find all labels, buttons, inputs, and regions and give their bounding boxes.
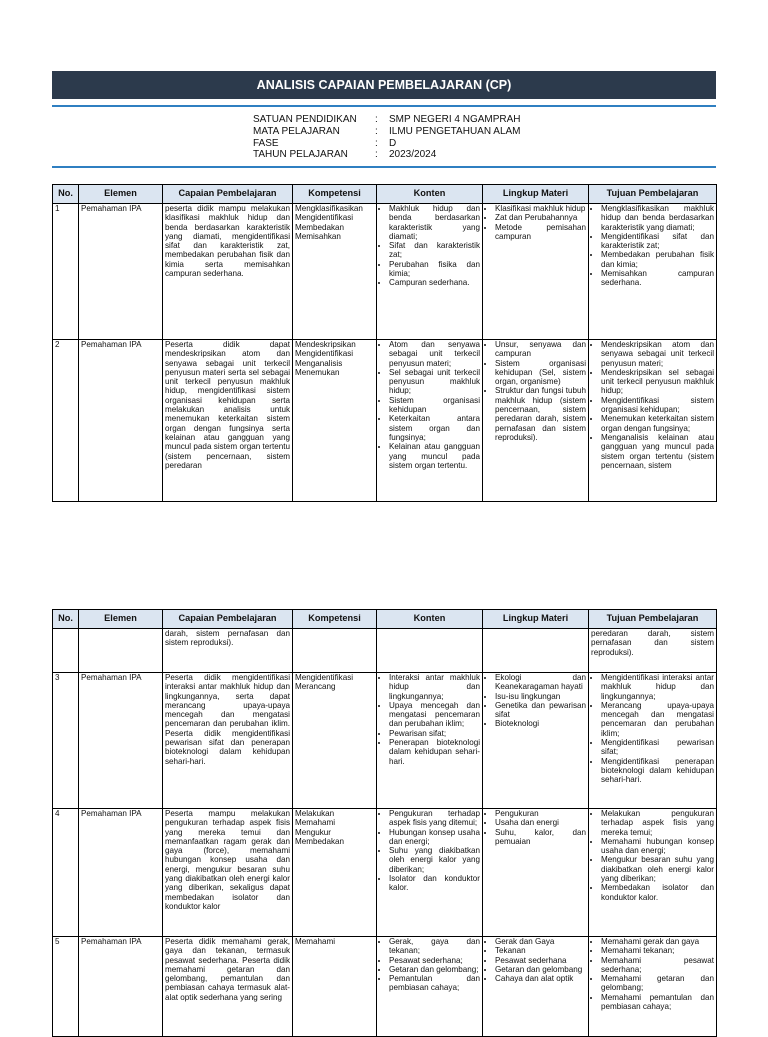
cell-elemen — [79, 629, 163, 673]
column-header: Lingkup Materi — [483, 610, 589, 629]
konten-item: • Upaya mencegah dan mengatasi pencemaran dan perubahan iklim; — [389, 701, 480, 729]
cell-no: 3 — [53, 673, 79, 809]
cell-tujuan: peredaran darah, sistem pernafasan dan sistem reproduksi). — [589, 629, 717, 673]
konten-item: • Gerak, gaya dan tekanan; — [389, 937, 480, 956]
table-row — [53, 673, 717, 809]
lingkup-item: • Getaran dan gelombang — [495, 965, 586, 974]
lingkup-list — [485, 340, 586, 442]
lingkup-item: • Unsur, senyawa dan campuran — [495, 340, 586, 359]
info-label: TAHUN PELAJARAN — [253, 149, 348, 161]
tujuan-item: • Mengidentifikasi sifat dan karakteristik zat; — [601, 232, 714, 251]
cell-capaian: Peserta didik dapat mendeskripsikan atom dan senyawa sebagai unit terkecil penyusun materi serta sel sebagai unit terkecil penyusun makhluk hidup, mengidentifikasi sistem organisasi kehidupan serta melakukan analisis untuk menemukan keterkaitan sistem organ dengan fungsinya serta kelainan atau gangguan yang muncul pada sistem organ tertentu (sistem pencernaan, sistem peredaran — [163, 340, 293, 502]
kompetensi-item: Membedakan — [295, 222, 345, 232]
info-value: D — [389, 137, 397, 149]
tujuan-item: • Membedakan isolator dan konduktor kalor. — [601, 883, 714, 902]
kompetensi-item: Menemukan — [295, 367, 340, 377]
school-info — [253, 114, 521, 161]
tujuan-list — [591, 673, 714, 785]
info-row — [253, 138, 521, 150]
kompetensi-item: Mengklasifikasikan — [295, 204, 363, 213]
lingkup-item: • Struktur dan fungsi tubuh makhluk hidup (sistem pencernaan, sistem peredaran darah, sistem pernafasan dan sistem reproduksi). — [495, 386, 586, 442]
kompetensi-item: Merancang — [295, 682, 336, 692]
lingkup-item: • Isu-isu lingkungan — [495, 692, 586, 701]
info-row — [253, 126, 521, 138]
konten-list — [379, 340, 480, 470]
tujuan-list — [591, 204, 714, 288]
tujuan-item: • Merancang upaya-upaya mencegah dan mengatasi pencemaran dan perubahan iklim; — [601, 701, 714, 738]
info-value: SMP NEGERI 4 NGAMPRAH — [389, 114, 521, 125]
cell-no: 5 — [53, 937, 79, 1037]
tujuan-item: • Memahami gerak dan gaya — [601, 937, 714, 946]
cell-konten — [377, 809, 483, 937]
info-value: 2023/2024 — [389, 149, 437, 161]
konten-item: • Atom dan senyawa sebagai unit terkecil penyusun materi; — [389, 340, 480, 368]
lingkup-item: • Suhu, kalor, dan pemuaian — [495, 828, 586, 847]
tujuan-list — [591, 340, 714, 470]
cell-konten — [377, 673, 483, 809]
konten-item: • Interaksi antar makhluk hidup dan lingkungannya; — [389, 673, 480, 701]
konten-item: • Keterkaitan antara sistem organ dan fungsinya; — [389, 414, 480, 442]
tujuan-item: • Menganalisis kelainan atau gangguan yang muncul pada sistem organ tertentu (sistem pencernaan, sistem — [601, 433, 714, 470]
cell-tujuan — [589, 204, 717, 340]
column-header: Capaian Pembelajaran — [163, 185, 293, 204]
cell-capaian: peserta didik mampu melakukan klasifikasi makhluk hidup dan benda berdasarkan karakteristik yang diamati, mengidentifikasi sifat dan karakteristik zat, membedakan perubahan fisik dan kimia serta memisahkan campuran sederhana. — [163, 204, 293, 340]
lingkup-list — [485, 204, 586, 241]
table-row — [53, 937, 717, 1037]
divider-top — [52, 105, 716, 107]
lingkup-item: • Metode pemisahan campuran — [495, 223, 586, 242]
lingkup-list — [485, 673, 586, 729]
tujuan-item: • Memisahkan campuran sederhana. — [601, 269, 714, 288]
konten-list — [379, 673, 480, 766]
cell-kompetensi — [293, 673, 377, 809]
konten-item: • Pewarisan sifat; — [389, 729, 480, 738]
cell-elemen: Pemahaman IPA — [79, 937, 163, 1037]
table-header-row — [53, 185, 717, 204]
lingkup-item: • Bioteknologi — [495, 719, 586, 728]
column-header: Elemen — [79, 185, 163, 204]
info-colon: : — [375, 149, 378, 161]
cell-tujuan — [589, 809, 717, 937]
column-header: Konten — [377, 610, 483, 629]
konten-item: • Getaran dan gelombang; — [389, 965, 480, 974]
table-row — [53, 340, 717, 502]
column-header: No. — [53, 610, 79, 629]
info-label: FASE — [253, 137, 279, 149]
info-row — [253, 114, 521, 126]
tujuan-item: • Memahami hubungan konsep usaha dan energi; — [601, 837, 714, 856]
cell-elemen: Pemahaman IPA — [79, 340, 163, 502]
lingkup-item: • Genetika dan pewarisan sifat — [495, 701, 586, 720]
cell-lingkup — [483, 204, 589, 340]
info-colon: : — [375, 137, 378, 149]
cell-konten — [377, 937, 483, 1037]
lingkup-item: • Pengukuran — [495, 809, 586, 818]
kompetensi-item: Membedakan — [295, 836, 345, 846]
konten-item: • Penerapan bioteknologi dalam kehidupan sehari-hari. — [389, 738, 480, 766]
cell-capaian: darah, sistem pernafasan dan sistem reproduksi). — [163, 629, 293, 673]
cell-kompetensi — [293, 629, 377, 673]
column-header: No. — [53, 185, 79, 204]
konten-item: • Pesawat sederhana; — [389, 956, 480, 965]
konten-item: • Kelainan atau gangguan yang muncul pada sistem organ tertentu. — [389, 442, 480, 470]
cell-konten — [377, 340, 483, 502]
cell-capaian: Peserta didik memahami gerak, gaya dan tekanan, termasuk pesawat sederhana. Peserta didik memahami getaran dan gelombang, pemantulan dan pembiasan cahaya termasuk alat-alat optik sederhana yang sering — [163, 937, 293, 1037]
column-header: Capaian Pembelajaran — [163, 610, 293, 629]
tujuan-item: • Mendeskripsikan atom dan senyawa sebagai unit terkecil penyusun materi; — [601, 340, 714, 368]
info-colon: : — [375, 125, 378, 137]
kompetensi-item: Memahami — [295, 937, 336, 946]
lingkup-item: • Sistem organisasi kehidupan (Sel, sistem organ, organisme) — [495, 359, 586, 387]
cell-kompetensi — [293, 809, 377, 937]
cell-konten — [377, 629, 483, 673]
cell-lingkup — [483, 809, 589, 937]
lingkup-list — [485, 937, 586, 983]
cell-capaian: Peserta mampu melakukan pengukuran terhadap aspek fisis yang mereka temui dan memanfaatkan ragam gerak dan gaya (force), memahami hubungan konsep usaha dan energi, mengukur besaran suhu yang diakibatkan oleh energi kalor yang diberikan, sekaligus dapat membedakan isolator dan konduktor kalor — [163, 809, 293, 937]
konten-item: • Pemantulan dan pembiasan cahaya; — [389, 974, 480, 993]
lingkup-item: • Ekologi dan Keanekaragaman hayati — [495, 673, 586, 692]
kompetensi-item: Mengidentifikasi — [295, 349, 354, 359]
tujuan-item: • Mengukur besaran suhu yang diakibatkan oleh energi kalor yang diberikan; — [601, 855, 714, 883]
info-label: MATA PELAJARAN — [253, 125, 340, 137]
konten-list — [379, 204, 480, 288]
tujuan-item: • Membedakan perubahan fisik dan kimia; — [601, 250, 714, 269]
tujuan-list — [591, 809, 714, 902]
cell-lingkup — [483, 937, 589, 1037]
column-header: Kompetensi — [293, 610, 377, 629]
tujuan-item: • Mengklasifikasikan makhluk hidup dan benda berdasarkan karakteristik yang diamati; — [601, 204, 714, 232]
cell-kompetensi — [293, 204, 377, 340]
tujuan-item: • Menemukan keterkaitan sistem organ dengan fungsinya; — [601, 414, 714, 433]
table-row — [53, 629, 717, 673]
column-header: Tujuan Pembelajaran — [589, 610, 717, 629]
cell-elemen: Pemahaman IPA — [79, 204, 163, 340]
konten-item: • Campuran sederhana. — [389, 278, 480, 287]
cell-konten — [377, 204, 483, 340]
konten-item: • Pengukuran terhadap aspek fisis yang ditemui; — [389, 809, 480, 828]
column-header: Konten — [377, 185, 483, 204]
divider-bottom — [52, 166, 716, 168]
kompetensi-item: Memisahkan — [295, 231, 341, 241]
info-value: ILMU PENGETAHUAN ALAM — [389, 125, 521, 137]
kompetensi-item: Menganalisis — [295, 358, 343, 368]
cell-elemen: Pemahaman IPA — [79, 673, 163, 809]
cell-tujuan — [589, 673, 717, 809]
konten-item: • Suhu yang diakibatkan oleh energi kalor yang diberikan; — [389, 846, 480, 874]
lingkup-item: • Gerak dan Gaya — [495, 937, 586, 946]
tujuan-item: • Memahami pemantulan dan pembiasan cahaya; — [601, 993, 714, 1012]
tujuan-item: • Mendeskripsikan sel sebagai unit terkecil penyusun makhluk hidup; — [601, 368, 714, 396]
column-header: Lingkup Materi — [483, 185, 589, 204]
lingkup-item: • Tekanan — [495, 946, 586, 955]
kompetensi-item: Memahami — [295, 818, 336, 828]
cell-capaian: Peserta didik mengidentifikasi interaksi antar makhluk hidup dan lingkungannya, serta dapat merancang upaya-upaya mencegah dan mengatasi pencemaran dan perubahan iklim. Peserta didik mengidentifikasi pewarisan sifat dan penerapan bioteknologi dalam kehidupan sehari-hari. — [163, 673, 293, 809]
info-row — [253, 149, 521, 161]
konten-list — [379, 937, 480, 993]
cp-table-1 — [52, 184, 717, 502]
cell-lingkup — [483, 629, 589, 673]
cell-no: 2 — [53, 340, 79, 502]
kompetensi-item: Mengidentifikasi — [295, 673, 354, 682]
tujuan-item: • Mengidentifikasi pewarisan sifat; — [601, 738, 714, 757]
konten-item: • Makhluk hidup dan benda berdasarkan karakteristik yang diamati; — [389, 204, 480, 241]
konten-list — [379, 809, 480, 893]
cell-lingkup — [483, 340, 589, 502]
konten-item: • Isolator dan konduktor kalor. — [389, 874, 480, 893]
cell-tujuan — [589, 340, 717, 502]
column-header: Kompetensi — [293, 185, 377, 204]
kompetensi-item: Mendeskripsikan — [295, 340, 356, 349]
cell-no — [53, 629, 79, 673]
tujuan-item: • Mengidentifikasi sistem organisasi kehidupan; — [601, 396, 714, 415]
konten-item: • Sifat dan karakteristik zat; — [389, 241, 480, 260]
table-row — [53, 809, 717, 937]
info-label: SATUAN PENDIDIKAN — [253, 114, 357, 125]
konten-item: • Hubungan konsep usaha dan energi; — [389, 828, 480, 847]
tujuan-item: • Memahami pesawat sederhana; — [601, 956, 714, 975]
cp-table-2 — [52, 609, 717, 1037]
cell-no: 4 — [53, 809, 79, 937]
lingkup-item: • Usaha dan energi — [495, 818, 586, 827]
table-header-row — [53, 610, 717, 629]
lingkup-item: • Cahaya dan alat optik — [495, 974, 586, 983]
lingkup-list — [485, 809, 586, 846]
kompetensi-item: Mengidentifikasi — [295, 213, 354, 223]
tujuan-item: • Memahami getaran dan gelombang; — [601, 974, 714, 993]
tujuan-item: • Mengidentifikasi interaksi antar makhluk hidup dan lingkungannya; — [601, 673, 714, 701]
column-header: Tujuan Pembelajaran — [589, 185, 717, 204]
kompetensi-item: Mengukur — [295, 827, 331, 837]
kompetensi-item: Melakukan — [295, 809, 335, 818]
tujuan-list — [591, 937, 714, 1011]
lingkup-item: • Pesawat sederhana — [495, 956, 586, 965]
tujuan-item: • Memahami tekanan; — [601, 946, 714, 955]
lingkup-item: • Zat dan Perubahannya — [495, 213, 586, 222]
cell-lingkup — [483, 673, 589, 809]
column-header: Elemen — [79, 610, 163, 629]
konten-item: • Sel sebagai unit terkecil penyusun makhluk hidup; — [389, 368, 480, 396]
cell-tujuan — [589, 937, 717, 1037]
tujuan-item: • Melakukan pengukuran terhadap aspek fisis yang mereka temui; — [601, 809, 714, 837]
info-colon: : — [375, 114, 378, 125]
cell-elemen: Pemahaman IPA — [79, 809, 163, 937]
cell-kompetensi — [293, 937, 377, 1037]
page-title: ANALISIS CAPAIAN PEMBELAJARAN (CP) — [52, 71, 716, 99]
cell-kompetensi — [293, 340, 377, 502]
lingkup-item: • Klasifikasi makhluk hidup — [495, 204, 586, 213]
cell-no: 1 — [53, 204, 79, 340]
tujuan-item: • Mengidentifikasi penerapan bioteknologi dalam kehidupan sehari-hari. — [601, 757, 714, 785]
table-row — [53, 204, 717, 340]
konten-item: • Sistem organisasi kehidupan — [389, 396, 480, 415]
konten-item: • Perubahan fisika dan kimia; — [389, 260, 480, 279]
